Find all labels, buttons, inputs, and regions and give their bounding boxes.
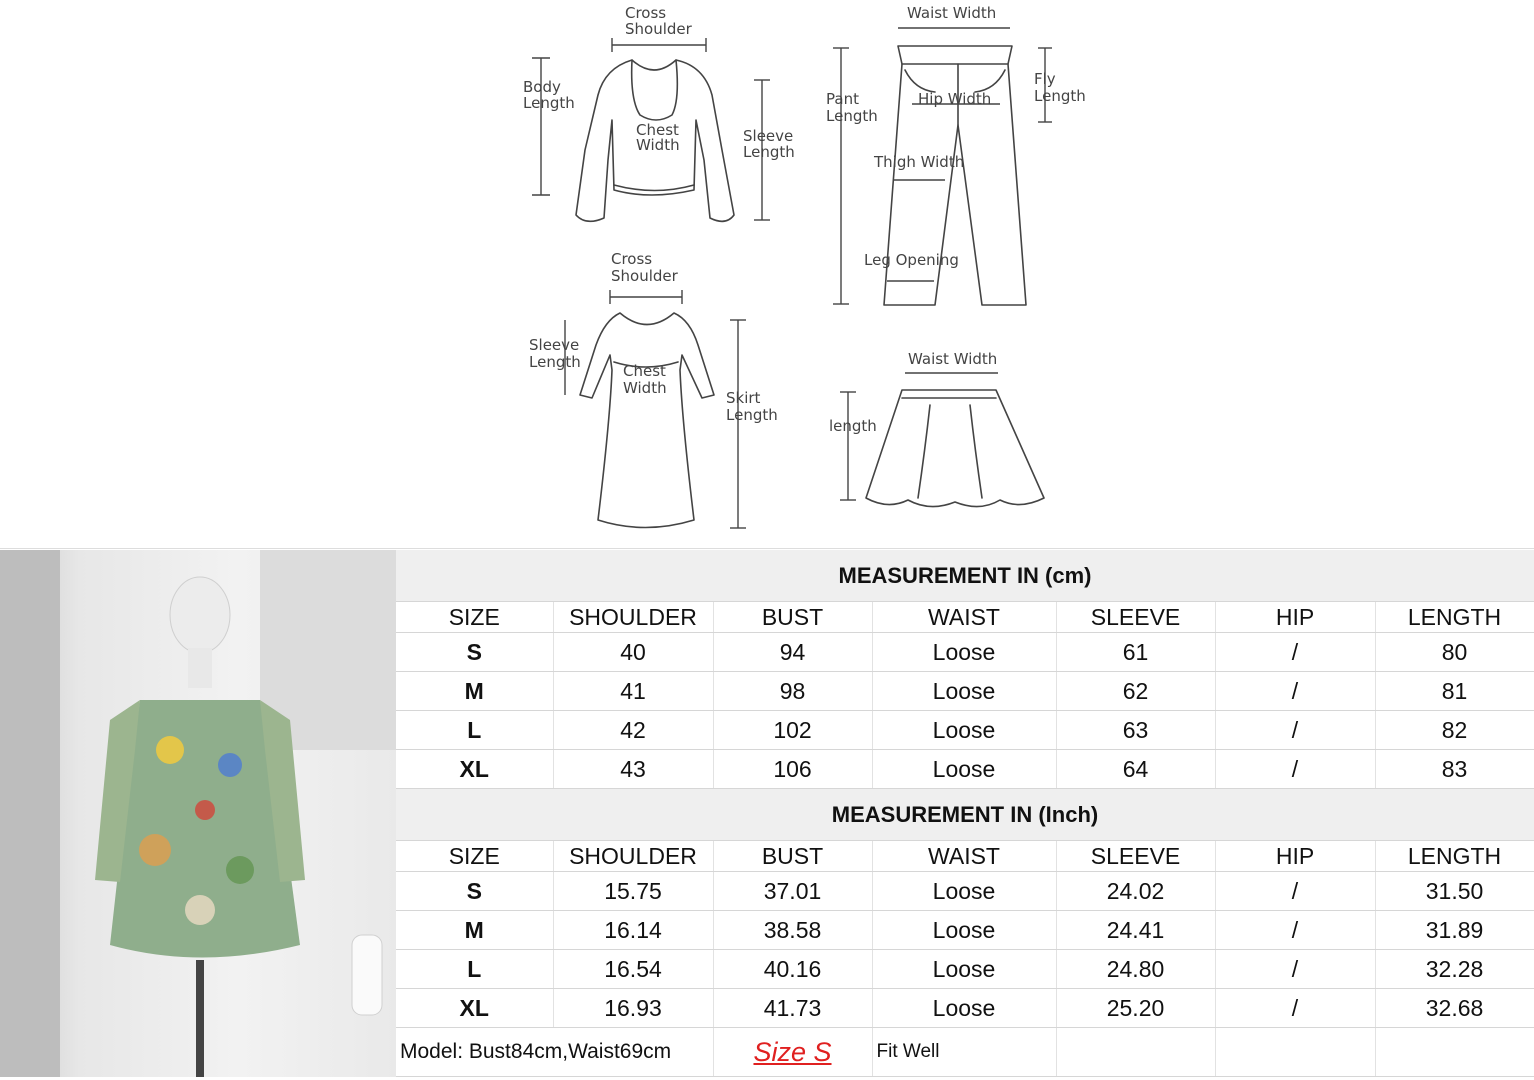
length-cell: 82	[1375, 711, 1534, 750]
table-row	[396, 672, 1534, 711]
waist-cell: Loose	[872, 950, 1056, 989]
skirt-sketch	[840, 373, 1044, 507]
header-hip: HIP	[1215, 602, 1375, 633]
inch-header-row	[396, 841, 1534, 872]
header-shoulder: SHOULDER	[553, 841, 713, 872]
header-sleeve: SLEEVE	[1056, 841, 1215, 872]
shoulder-cell: 42	[553, 711, 713, 750]
shoulder-cell: 16.14	[553, 911, 713, 950]
dress-cross-shoulder-label-1: Cross	[611, 250, 653, 268]
waist-cell: Loose	[872, 989, 1056, 1028]
size-cell: L	[396, 950, 553, 989]
pants-fly-length-label-2: Length	[1034, 87, 1086, 105]
length-cell: 32.28	[1375, 950, 1534, 989]
shoulder-cell: 41	[553, 672, 713, 711]
sleeve-cell: 63	[1056, 711, 1215, 750]
table-row	[396, 989, 1534, 1028]
table-row	[396, 911, 1534, 950]
table-row	[396, 950, 1534, 989]
size-cell: L	[396, 711, 553, 750]
header-sleeve: SLEEVE	[1056, 602, 1215, 633]
size-cell: XL	[396, 989, 553, 1028]
cm-title: MEASUREMENT IN (cm)	[396, 550, 1534, 602]
table-row	[396, 633, 1534, 672]
empty-cell	[1056, 1028, 1215, 1077]
hip-cell: /	[1215, 911, 1375, 950]
bust-cell: 98	[713, 672, 872, 711]
skirt-waist-width-label: Waist Width	[908, 350, 998, 368]
size-cell: S	[396, 633, 553, 672]
header-length: LENGTH	[1375, 841, 1534, 872]
header-size: SIZE	[396, 602, 553, 633]
top-chest-width-label-1: Chest	[636, 121, 679, 139]
pants-hip-width-label: Hip Width	[918, 90, 992, 108]
length-cell: 31.50	[1375, 872, 1534, 911]
fit-note: Fit Well	[872, 1028, 1056, 1077]
sleeve-cell: 64	[1056, 750, 1215, 789]
bust-cell: 38.58	[713, 911, 872, 950]
header-bust: BUST	[713, 602, 872, 633]
table-row	[396, 750, 1534, 789]
skirt-length-label: length	[829, 417, 877, 435]
dress-skirt-length-label-1: Skirt	[726, 389, 761, 407]
length-cell: 80	[1375, 633, 1534, 672]
model-info-row	[396, 1028, 1534, 1077]
hip-cell: /	[1215, 989, 1375, 1028]
size-cell: M	[396, 672, 553, 711]
header-length: LENGTH	[1375, 602, 1534, 633]
bust-cell: 40.16	[713, 950, 872, 989]
top-chest-width-label-2: Width	[636, 136, 680, 154]
dress-skirt-length-label-2: Length	[726, 406, 778, 424]
product-photo	[0, 550, 396, 1077]
dress-sketch	[565, 290, 746, 528]
top-cross-shoulder-label-2: Shoulder	[625, 20, 692, 38]
pants-leg-opening-label: Leg Opening	[864, 251, 959, 269]
hip-cell: /	[1215, 711, 1375, 750]
table-row	[396, 711, 1534, 750]
shoulder-cell: 16.54	[553, 950, 713, 989]
pants-thigh-width-label: Thigh Width	[874, 153, 965, 171]
header-size: SIZE	[396, 841, 553, 872]
inch-title: MEASUREMENT IN (Inch)	[396, 789, 1534, 841]
bust-cell: 102	[713, 711, 872, 750]
header-waist: WAIST	[872, 602, 1056, 633]
dress-chest-width-label-1: Chest	[623, 362, 666, 380]
empty-cell	[1215, 1028, 1375, 1077]
waist-cell: Loose	[872, 633, 1056, 672]
sleeve-cell: 25.20	[1056, 989, 1215, 1028]
waist-cell: Loose	[872, 872, 1056, 911]
sleeve-cell: 62	[1056, 672, 1215, 711]
length-cell: 32.68	[1375, 989, 1534, 1028]
dress-chest-width-label-2: Width	[623, 379, 667, 397]
header-hip: HIP	[1215, 841, 1375, 872]
model-size-highlight: Size S	[713, 1028, 872, 1077]
cm-title-row	[396, 550, 1534, 602]
dress-sleeve-length-label-2: Length	[529, 353, 581, 371]
waist-cell: Loose	[872, 750, 1056, 789]
length-cell: 81	[1375, 672, 1534, 711]
size-chart-table	[396, 550, 1534, 1077]
bust-cell: 37.01	[713, 872, 872, 911]
pants-fly-length-label-1: Fly	[1034, 70, 1056, 88]
top-cross-shoulder-label-1: Cross	[625, 4, 667, 22]
hip-cell: /	[1215, 750, 1375, 789]
header-waist: WAIST	[872, 841, 1056, 872]
sleeve-cell: 24.41	[1056, 911, 1215, 950]
top-sleeve-length-label-2: Length	[743, 143, 795, 161]
bust-cell: 94	[713, 633, 872, 672]
bust-cell: 41.73	[713, 989, 872, 1028]
hip-cell: /	[1215, 672, 1375, 711]
pants-pant-length-label-2: Length	[826, 107, 878, 125]
pants-waist-width-label: Waist Width	[907, 4, 997, 22]
length-cell: 83	[1375, 750, 1534, 789]
hip-cell: /	[1215, 633, 1375, 672]
waist-cell: Loose	[872, 911, 1056, 950]
top-sleeve-length-label-1: Sleeve	[743, 127, 794, 145]
dress-on-mannequin-image	[0, 550, 396, 1077]
shoulder-cell: 40	[553, 633, 713, 672]
dress-sleeve-length-label-1: Sleeve	[529, 336, 580, 354]
sleeve-cell: 24.02	[1056, 872, 1215, 911]
table-row	[396, 872, 1534, 911]
bust-cell: 106	[713, 750, 872, 789]
model-measurements: Model: Bust84cm,Waist69cm	[396, 1028, 713, 1077]
header-shoulder: SHOULDER	[553, 602, 713, 633]
shoulder-cell: 16.93	[553, 989, 713, 1028]
empty-cell	[1375, 1028, 1534, 1077]
inch-title-row	[396, 789, 1534, 841]
length-cell: 31.89	[1375, 911, 1534, 950]
header-bust: BUST	[713, 841, 872, 872]
sleeve-cell: 24.80	[1056, 950, 1215, 989]
cm-header-row	[396, 602, 1534, 633]
shoulder-cell: 43	[553, 750, 713, 789]
size-cell: XL	[396, 750, 553, 789]
sleeve-cell: 61	[1056, 633, 1215, 672]
dress-cross-shoulder-label-2: Shoulder	[611, 267, 678, 285]
size-cell: M	[396, 911, 553, 950]
hip-cell: /	[1215, 872, 1375, 911]
hip-cell: /	[1215, 950, 1375, 989]
top-body-length-label-1: Body	[523, 78, 561, 96]
top-body-length-label-2: Length	[523, 94, 575, 112]
waist-cell: Loose	[872, 711, 1056, 750]
size-cell: S	[396, 872, 553, 911]
pants-pant-length-label-1: Pant	[826, 90, 859, 108]
shoulder-cell: 15.75	[553, 872, 713, 911]
waist-cell: Loose	[872, 672, 1056, 711]
